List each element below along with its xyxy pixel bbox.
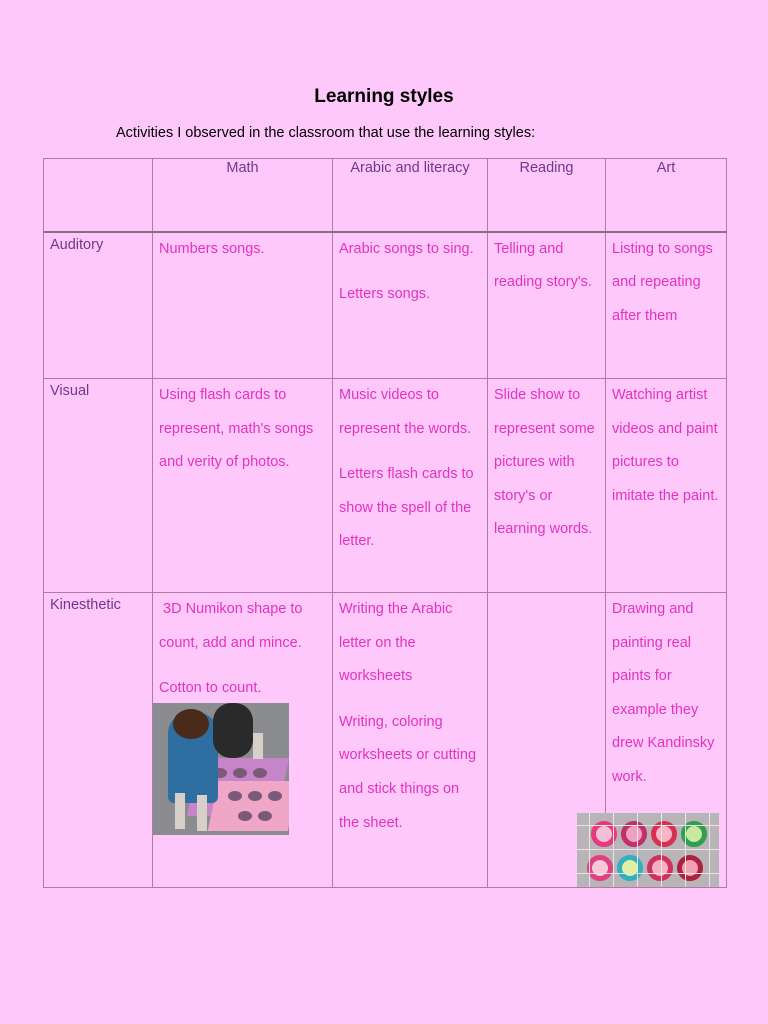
pink-board xyxy=(208,781,289,831)
board-hole xyxy=(268,791,282,801)
cell-visual-math xyxy=(153,379,333,593)
child-head xyxy=(173,709,209,739)
page-subtitle: Activities I observed in the classroom that use the learning styles: xyxy=(116,125,536,141)
cell-visual-arabic xyxy=(333,379,488,593)
learning-styles-table xyxy=(43,158,727,888)
cell-text: Drawing and painting real paints for example they drew Kandinsky work. xyxy=(612,601,715,785)
painted-circle xyxy=(647,855,673,881)
cell-text: Arabic songs to sing. xyxy=(339,240,474,257)
table-row-auditory xyxy=(44,232,727,379)
cell-text: Listing to songs and repeating after them xyxy=(612,240,713,324)
cell-text: Telling and reading story's. xyxy=(494,240,592,291)
child-leg xyxy=(197,795,207,831)
cell-text: Letters songs. xyxy=(339,286,431,303)
cell-kinesthetic-arabic xyxy=(333,593,488,888)
cell-auditory-math xyxy=(153,232,333,379)
header-math: Math xyxy=(153,159,333,232)
header-reading: Reading xyxy=(488,159,606,232)
board-hole xyxy=(258,811,272,821)
child-figure xyxy=(213,703,253,758)
board-hole xyxy=(248,791,262,801)
child-leg xyxy=(253,733,263,759)
board-hole xyxy=(233,768,247,778)
numicon-photo xyxy=(153,703,289,835)
cell-visual-reading xyxy=(488,379,606,593)
cell-auditory-arabic xyxy=(333,232,488,379)
board-hole xyxy=(253,768,267,778)
cell-text: Watching artist videos and paint pictures to imitate the paint. xyxy=(612,387,719,504)
header-art: Art xyxy=(606,159,727,232)
wire-grid xyxy=(577,825,719,826)
cell-text: Writing the Arabic letter on the worksheets xyxy=(339,601,453,685)
cell-text: Slide show to represent some pictures with story's or learning words. xyxy=(494,387,595,538)
row-label-visual: Visual xyxy=(44,379,153,593)
painted-circle xyxy=(587,855,613,881)
child-leg xyxy=(175,793,185,829)
row-label-kinesthetic: Kinesthetic xyxy=(44,593,153,888)
table-header-row xyxy=(44,159,727,232)
page-title: Learning styles xyxy=(314,86,454,107)
table-row-visual xyxy=(44,379,727,593)
cell-text: Cotton to count. xyxy=(159,680,262,697)
painted-circle xyxy=(677,855,703,881)
header-arabic-literacy: Arabic and literacy xyxy=(333,159,488,232)
header-corner xyxy=(44,159,153,232)
cell-text: Using flash cards to represent, math's songs and verity of photos. xyxy=(159,387,314,471)
kandinsky-paintings-photo xyxy=(577,813,719,887)
wire-grid xyxy=(577,849,719,850)
painted-circle xyxy=(617,855,643,881)
row-label-auditory: Auditory xyxy=(44,232,153,379)
cell-text: Music videos to represent the words. xyxy=(339,387,472,437)
board-hole xyxy=(238,811,252,821)
wire-grid xyxy=(577,873,719,874)
board-hole xyxy=(228,791,242,801)
cell-text: Letters flash cards to show the spell of the letter. xyxy=(339,466,474,550)
cell-auditory-reading xyxy=(488,232,606,379)
cell-text: 3D Numikon shape to count, add and mince. xyxy=(159,601,307,651)
cell-text: Numbers songs. xyxy=(159,240,265,257)
cell-text: Writing, coloring worksheets or cutting and stick things on the sheet. xyxy=(339,713,477,831)
cell-auditory-art xyxy=(606,232,727,379)
cell-visual-art xyxy=(606,379,727,593)
